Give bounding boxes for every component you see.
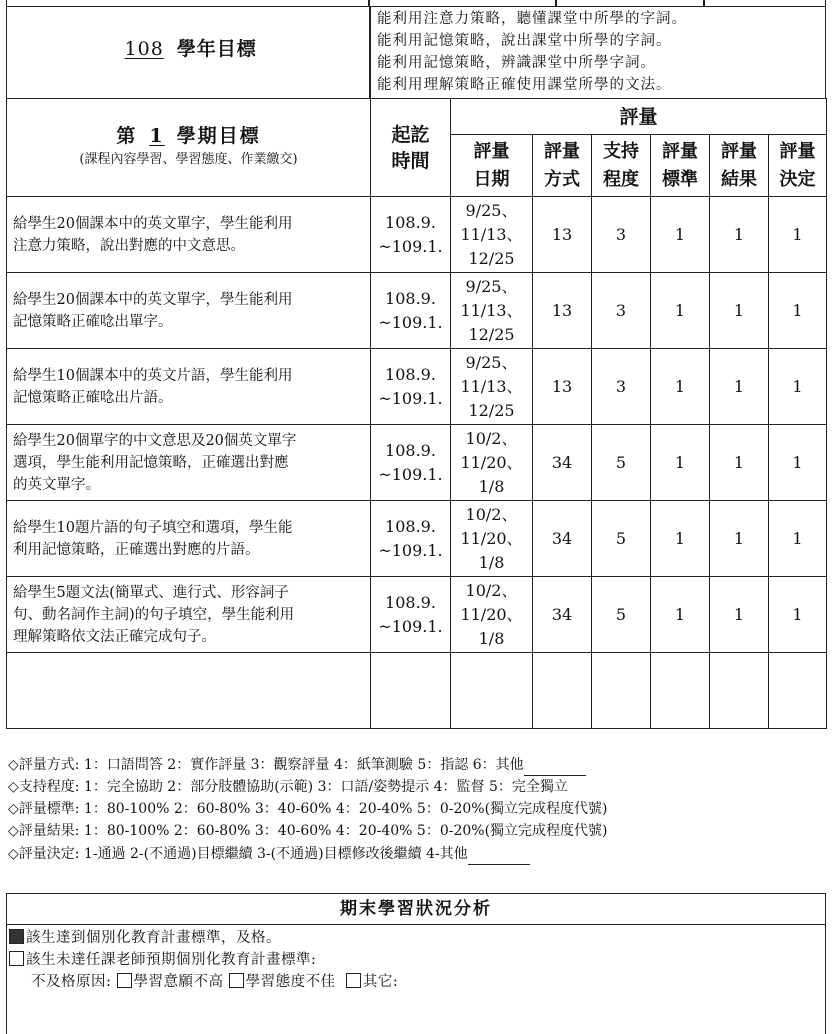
standard-cell: 1 bbox=[651, 501, 710, 577]
support-cell: 5 bbox=[592, 501, 651, 577]
period-cell: 108.9. ~109.1. bbox=[371, 577, 451, 653]
goal-text: 給學生20個課本中的英文單字，學生能利用 記憶策略正確唸出單字。 bbox=[7, 273, 371, 349]
method-cell: 13 bbox=[533, 197, 592, 273]
legend-method: ◇評量方式: 1：口語問答 2：實作評量 3：觀察評量 4：紙筆測驗 5：指認 6：其他 bbox=[8, 754, 586, 776]
date-cell: 10/2、 11/20、 1/8 bbox=[451, 577, 533, 653]
year-goal-item: 能利用記憶策略，說出課堂中所學的字詞。 bbox=[377, 33, 672, 49]
year-goal-block bbox=[6, 6, 826, 98]
goal-text: 給學生10個課本中的英文片語，學生能利用 記憶策略正確唸出片語。 bbox=[7, 349, 371, 425]
method-cell: 34 bbox=[533, 425, 592, 501]
semester-sub: (課程內容學習、學習態度、作業繳交) bbox=[79, 151, 298, 167]
decision-cell: 1 bbox=[769, 197, 827, 273]
year-goal-list bbox=[377, 8, 687, 96]
goal-row bbox=[7, 501, 827, 577]
reason-checkbox-3[interactable] bbox=[346, 973, 361, 988]
support-cell: 3 bbox=[592, 197, 651, 273]
decision-other-blank bbox=[468, 850, 530, 865]
result-cell: 1 bbox=[710, 425, 769, 501]
result-cell: 1 bbox=[710, 577, 769, 653]
legend-support: ◇支持程度: 1：完全協助 2：部分肢體協助(示範) 3：口語/姿勢提示 4：監督 5：完全獨立 bbox=[8, 779, 568, 795]
year-goal-title bbox=[7, 34, 369, 61]
semester-prefix: 第 bbox=[116, 124, 138, 147]
support-cell: 3 bbox=[592, 349, 651, 425]
pass-checkbox[interactable] bbox=[9, 929, 24, 944]
decision-cell: 1 bbox=[769, 425, 827, 501]
standard-cell: 1 bbox=[651, 349, 710, 425]
goal-row bbox=[7, 197, 827, 273]
period-cell: 108.9. ~109.1. bbox=[371, 501, 451, 577]
date-cell: 10/2、 11/20、 1/8 bbox=[451, 425, 533, 501]
method-cell: 13 bbox=[533, 349, 592, 425]
legend-standard: ◇評量標準: 1：80-100% 2：60-80% 3：40-60% 4：20-40% 5：0-20%(獨立完成程度代號) bbox=[8, 801, 608, 817]
goal-text: 給學生20個課本中的英文單字，學生能利用 注意力策略，說出對應的中文意思。 bbox=[7, 197, 371, 273]
goal-text: 給學生20個單字的中文意思及20個英文單字 選項，學生能利用記憶策略，正確選出對應 的英文單字。 bbox=[7, 425, 371, 501]
goal-row bbox=[7, 273, 827, 349]
year-goal-item: 能利用記憶策略，辨識課堂中所學字詞。 bbox=[377, 55, 656, 71]
other-blank bbox=[524, 761, 586, 776]
standard-cell: 1 bbox=[651, 273, 710, 349]
standard-cell: 1 bbox=[651, 425, 710, 501]
goal-text: 給學生10題片語的句子填空和選項，學生能 利用記憶策略，正確選出對應的片語。 bbox=[7, 501, 371, 577]
support-cell: 5 bbox=[592, 577, 651, 653]
date-cell: 9/25、 11/13、 12/25 bbox=[451, 349, 533, 425]
period-cell: 108.9. ~109.1. bbox=[371, 349, 451, 425]
fail-checkbox[interactable] bbox=[9, 951, 24, 966]
result-cell: 1 bbox=[710, 197, 769, 273]
semester-goal-header bbox=[7, 99, 371, 197]
goal-row bbox=[7, 425, 827, 501]
goal-text: 給學生5題文法(簡單式、進行式、形容詞子 句、動名詞作主詞)的句子填空，學生能利用 理解策略依文法正確完成句子。 bbox=[7, 577, 371, 653]
legend-decision: ◇評量決定: 1-通過 2-(不通過)目標繼續 3-(不通過)目標修改後繼續 4-其他 bbox=[8, 843, 530, 865]
date-cell: 10/2、 11/20、 1/8 bbox=[451, 501, 533, 577]
method-cell: 13 bbox=[533, 273, 592, 349]
method-cell: 34 bbox=[533, 501, 592, 577]
period-cell: 108.9. ~109.1. bbox=[371, 273, 451, 349]
goal-row bbox=[7, 349, 827, 425]
goal-row bbox=[7, 577, 827, 653]
fail-line: 該生未達任課老師預期個別化教育計畫標準: bbox=[9, 949, 823, 971]
decision-cell: 1 bbox=[769, 501, 827, 577]
year-number: 108 bbox=[124, 38, 164, 60]
date-cell: 9/25、 11/13、 12/25 bbox=[451, 273, 533, 349]
col-standard-header: 評量 標準 bbox=[651, 135, 710, 197]
col-method-header: 評量 方式 bbox=[533, 135, 592, 197]
year-label: 學年目標 bbox=[176, 38, 257, 60]
decision-cell: 1 bbox=[769, 273, 827, 349]
period-cell: 108.9. ~109.1. bbox=[371, 425, 451, 501]
year-goal-item: 能利用注意力策略，聽懂課堂中所學的字詞。 bbox=[377, 11, 687, 27]
period-cell: 108.9. ~109.1. bbox=[371, 197, 451, 273]
standard-cell: 1 bbox=[651, 197, 710, 273]
method-cell: 34 bbox=[533, 577, 592, 653]
empty-row bbox=[7, 653, 827, 729]
result-cell: 1 bbox=[710, 349, 769, 425]
period-header: 起訖 時間 bbox=[371, 99, 451, 197]
standard-cell: 1 bbox=[651, 577, 710, 653]
pass-line: 該生達到個別化教育計畫標準，及格。 bbox=[9, 927, 823, 949]
reason-line: 不及格原因: 學習意願不高 學習態度不佳 其它: bbox=[31, 974, 399, 990]
col-decision-header: 評量 決定 bbox=[769, 135, 827, 197]
decision-cell: 1 bbox=[769, 349, 827, 425]
year-goal-divider bbox=[369, 6, 371, 98]
col-support-header: 支持 程度 bbox=[592, 135, 651, 197]
support-cell: 3 bbox=[592, 273, 651, 349]
analysis-title: 期末學習狀況分析 bbox=[7, 894, 825, 925]
semester-goal-table bbox=[6, 98, 827, 729]
assessment-header: 評量 bbox=[451, 99, 827, 135]
col-date-header: 評量 日期 bbox=[451, 135, 533, 197]
reason-checkbox-1[interactable] bbox=[117, 973, 132, 988]
decision-cell: 1 bbox=[769, 577, 827, 653]
semester-number: 1 bbox=[149, 124, 165, 147]
result-cell: 1 bbox=[710, 501, 769, 577]
semester-suffix: 學期目標 bbox=[176, 124, 261, 147]
legend-result: ◇評量結果: 1：80-100% 2：60-80% 3：40-60% 4：20-40% 5：0-20%(獨立完成程度代號) bbox=[8, 823, 608, 839]
reason-checkbox-2[interactable] bbox=[229, 973, 244, 988]
support-cell: 5 bbox=[592, 425, 651, 501]
year-goal-item: 能利用理解策略正確使用課堂所學的文法。 bbox=[377, 77, 672, 93]
result-cell: 1 bbox=[710, 273, 769, 349]
analysis-box bbox=[6, 893, 826, 1034]
date-cell: 9/25、 11/13、 12/25 bbox=[451, 197, 533, 273]
col-result-header: 評量 結果 bbox=[710, 135, 769, 197]
